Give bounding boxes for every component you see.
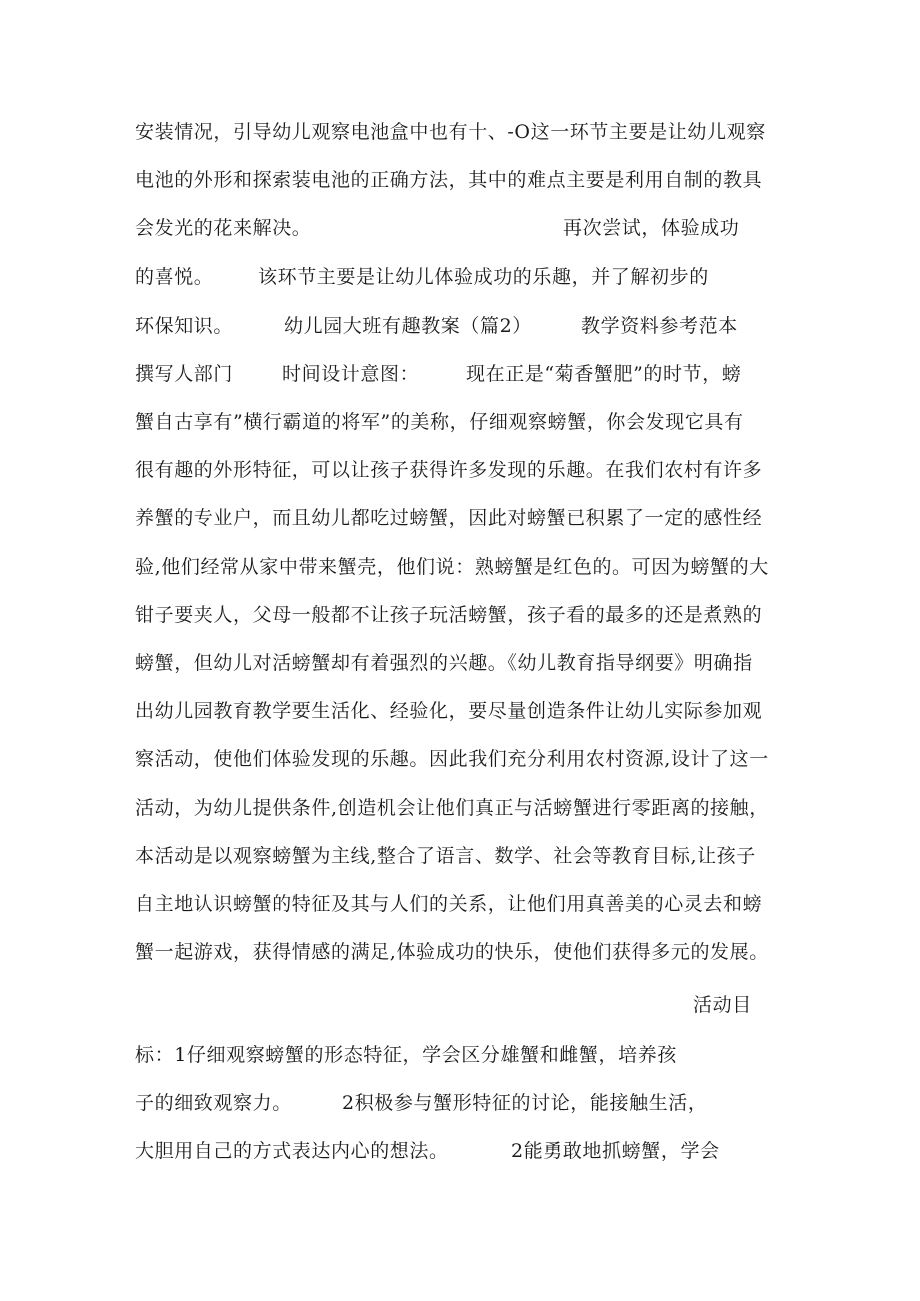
text-segment: 蟹自古享有”横行霸道的将军”的美称，仔细观察螃蟹，你会发现它具有 <box>135 411 744 433</box>
text-line <box>0 450 920 490</box>
text-segment: 该环节主要是让幼儿体验成功的乐趣，并了解初步的 <box>258 266 709 288</box>
text-segment: 撰写人部门 <box>135 363 234 385</box>
text-line <box>0 354 920 394</box>
text-line <box>0 595 920 635</box>
text-line <box>0 498 920 538</box>
text-segment: 2能勇敢地抓螃蟹，学会 <box>511 1140 720 1162</box>
text-line <box>0 257 920 297</box>
text-segment: 自主地认识螃蟹的特征及其与人们的关系，让他们用真善美的心灵去和螃 <box>135 893 763 915</box>
text-line <box>0 208 920 248</box>
text-segment: 会发光的花来解决。 <box>135 217 312 239</box>
text-segment: 再次尝试，体验成功 <box>563 217 740 239</box>
text-segment: 蟹一起游戏，获得情感的满足,体验成功的快乐，使他们获得多元的发展。 <box>135 941 769 963</box>
text-segment: 教学资料参考范本 <box>581 315 738 337</box>
text-segment: 大胆用自己的方式表达内心的想法。 <box>135 1140 449 1162</box>
text-line <box>0 160 920 200</box>
text-segment: 标：1仔细观察螃蟹的形态特征，学会区分雄蟹和雌蟹，培养孩 <box>135 1044 677 1066</box>
text-line <box>0 112 920 152</box>
text-segment: 时间设计意图： <box>282 363 420 385</box>
text-line <box>0 306 920 346</box>
text-segment: 幼儿园大班有趣教案（篇2） <box>284 315 532 337</box>
text-line <box>0 884 920 924</box>
text-segment: 电池的外形和探索装电池的正确方法，其中的难点主要是利用自制的教具 <box>135 169 763 191</box>
text-segment: 验,他们经常从家中带来蟹壳，他们说：熟螃蟹是红色的。可因为螃蟹的大 <box>135 556 769 578</box>
text-line <box>0 932 920 972</box>
text-line <box>0 788 920 828</box>
text-segment: 的喜悦。 <box>135 266 214 288</box>
text-line <box>0 985 920 1025</box>
text-segment: 螃蟹，但幼儿对活螃蟹却有着强烈的兴趣。《幼儿教育指导纲要》明确指 <box>135 652 753 674</box>
text-line <box>0 739 920 779</box>
text-segment: 钳子要夹人，父母一般都不让孩子玩活螃蟹，孩子看的最多的还是煮熟的 <box>135 604 763 626</box>
text-segment: 活动目 <box>693 994 752 1016</box>
text-line <box>0 1035 920 1075</box>
text-line <box>0 1131 920 1171</box>
text-segment: 活动，为幼儿提供条件,创造机会让他们真正与活螃蟹进行零距离的接触， <box>135 797 769 819</box>
text-segment: 出幼儿园教育教学要生活化、经验化，要尽量创造条件让幼儿实际参加观 <box>135 700 763 722</box>
text-line <box>0 691 920 731</box>
text-segment: 2积极参与蟹形特征的讨论，能接触生活， <box>342 1092 708 1114</box>
text-segment: 环保知识。 <box>135 315 234 337</box>
text-segment: 察活动，使他们体验发现的乐趣。因此我们充分利用农村资源,设计了这一 <box>135 748 769 770</box>
text-segment: 养蟹的专业户，而且幼儿都吃过螃蟹，因此对螃蟹已积累了一定的感性经 <box>135 507 763 529</box>
text-segment: 子的细致观察力。 <box>135 1092 292 1114</box>
text-segment: 本活动是以观察螃蟹为主线,整合了语言、数学、社会等教育目标,让孩子 <box>135 845 756 867</box>
text-line <box>0 836 920 876</box>
text-segment: 很有趣的外形特征，可以让孩子获得许多发现的乐趣。在我们农村有许多 <box>135 459 763 481</box>
text-segment: 现在正是“菊香蟹肥”的时节，螃 <box>466 363 742 385</box>
text-line <box>0 402 920 442</box>
text-line <box>0 643 920 683</box>
text-line <box>0 1083 920 1123</box>
text-segment: 安装情况，引导幼儿观察电池盒中也有十、-O这一环节主要是让幼儿观察 <box>135 121 766 143</box>
text-line <box>0 547 920 587</box>
